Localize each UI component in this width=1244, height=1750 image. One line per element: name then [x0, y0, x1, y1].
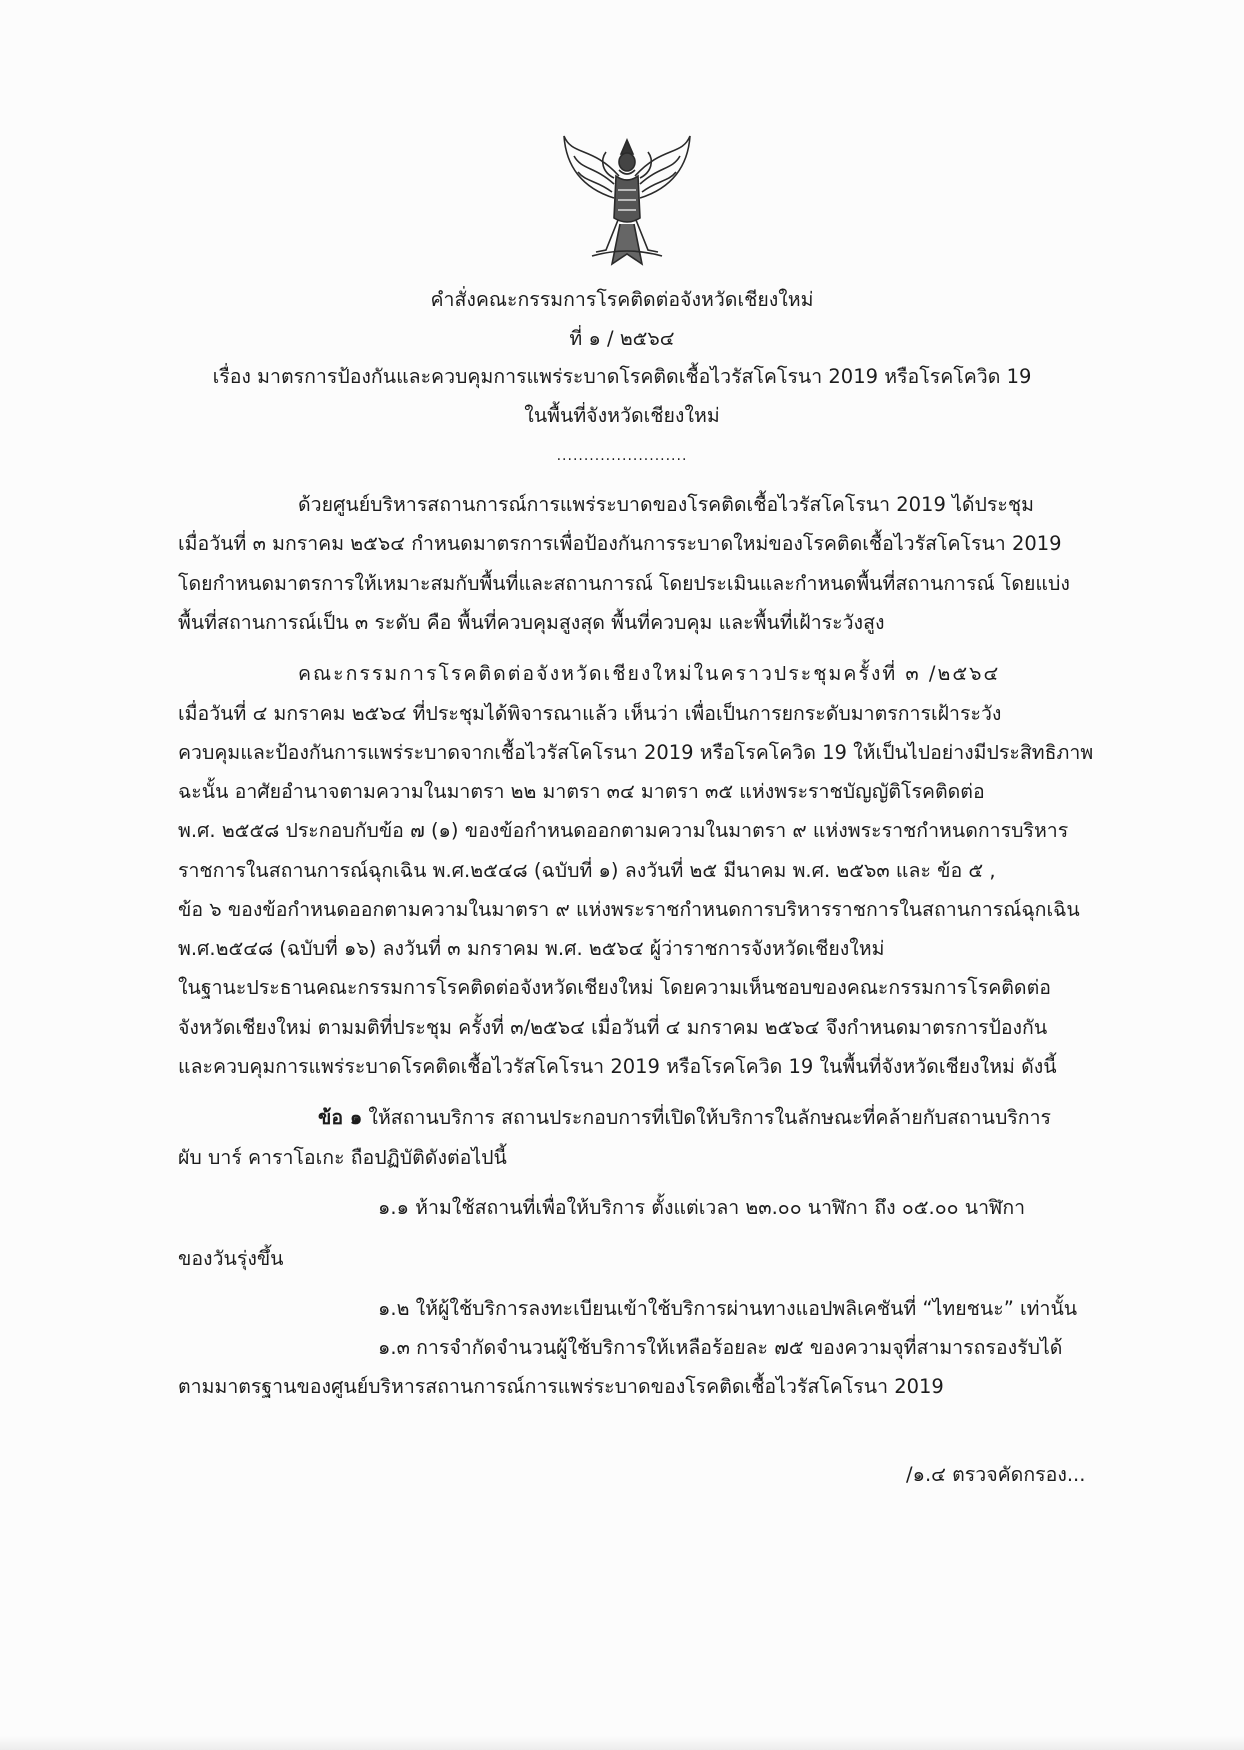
- order-number: ที่ ๑ / ๒๕๖๔: [569, 327, 675, 350]
- scan-edge-shadow: [0, 1736, 1244, 1750]
- para2-line: คณะกรรมการโรคติดต่อจังหวัดเชียงใหม่ในคราวประชุมครั้งที่ ๓ /๒๕๖๔: [298, 662, 1001, 685]
- para1-line: เมื่อวันที่ ๓ มกราคม ๒๕๖๔ กำหนดมาตรการเพื่อป้องกันการระบาดใหม่ของโรคติดเชื้อไวรัสโคโรนา 2019: [178, 532, 1062, 555]
- para1-line: ด้วยศูนย์บริหารสถานการณ์การแพร่ระบาดของโรคติดเชื้อไวรัสโคโรนา 2019 ได้ประชุม: [298, 493, 1034, 516]
- clause1-text: ให้สถานบริการ สถานประกอบการที่เปิดให้บริการในลักษณะที่คล้ายกับสถานบริการ: [368, 1106, 1052, 1129]
- item-1-3: ๑.๓ การจำกัดจำนวนผู้ใช้บริการให้เหลือร้อยละ ๗๕ ของความจุที่สามารถรองรับได้: [378, 1336, 1063, 1359]
- para2-line: ราชการในสถานการณ์ฉุกเฉิน พ.ศ.๒๕๔๘ (ฉบับที่ ๑) ลงวันที่ ๒๕ มีนาคม พ.ศ. ๒๕๖๓ และ ข้อ ๕ ,: [178, 859, 996, 882]
- order-subject: เรื่อง มาตรการป้องกันและควบคุมการแพร่ระบาดโรคติดเชื้อไวรัสโคโรนา 2019 หรือโรคโควิด 19: [212, 365, 1032, 388]
- clause1-line2: ผับ บาร์ คาราโอเกะ ถือปฏิบัติดังต่อไปนี้: [178, 1146, 507, 1169]
- separator: ........................: [556, 448, 688, 464]
- para2-line: ข้อ ๖ ของข้อกำหนดออกตามความในมาตรา ๙ แห่งพระราชกำหนดการบริหารราชการในสถานการณ์ฉุกเฉิน: [178, 898, 1080, 921]
- item-1-2: ๑.๒ ให้ผู้ใช้บริการลงทะเบียนเข้าใช้บริการผ่านทางแอปพลิเคชันที่ “ไทยชนะ” เท่านั้น: [378, 1297, 1078, 1320]
- item-1-3-cont: ตามมาตรฐานของศูนย์บริหารสถานการณ์การแพร่ระบาดของโรคติดเชื้อไวรัสโคโรนา 2019: [178, 1375, 944, 1398]
- clause1-label: ข้อ ๑: [318, 1106, 363, 1129]
- para1-line: พื้นที่สถานการณ์เป็น ๓ ระดับ คือ พื้นที่ควบคุมสูงสุด พื้นที่ควบคุม และพื้นที่เฝ้าระวังสูง: [178, 611, 885, 634]
- para1-line: โดยกำหนดมาตรการให้เหมาะสมกับพื้นที่และสถานการณ์ โดยประเมินและกำหนดพื้นที่สถานการณ์ โดยแบ่ง: [178, 572, 1070, 595]
- para2-line: พ.ศ.๒๕๔๘ (ฉบับที่ ๑๖) ลงวันที่ ๓ มกราคม พ.ศ. ๒๕๖๔ ผู้ว่าราชการจังหวัดเชียงใหม่: [178, 937, 885, 960]
- para2-line: จังหวัดเชียงใหม่ ตามมติที่ประชุม ครั้งที่ ๓/๒๕๖๔ เมื่อวันที่ ๔ มกราคม ๒๕๖๔ จึงกำหนดมาตรการป้องกัน: [178, 1016, 1048, 1039]
- continuation-note: /๑.๔ ตรวจคัดกรอง...: [906, 1463, 1086, 1486]
- para2-line: และควบคุมการแพร่ระบาดโรคติดเชื้อไวรัสโคโรนา 2019 หรือโรคโควิด 19 ในพื้นที่จังหวัดเชียงใหม่ ดังนี้: [178, 1055, 1057, 1078]
- order-title: คำสั่งคณะกรรมการโรคติดต่อจังหวัดเชียงใหม่: [430, 288, 814, 311]
- para2-line: ในฐานะประธานคณะกรรมการโรคติดต่อจังหวัดเชียงใหม่ โดยความเห็นชอบของคณะกรรมการโรคติดต่อ: [178, 976, 1051, 999]
- item-1-1: ๑.๑ ห้ามใช้สถานที่เพื่อให้บริการ ตั้งแต่เวลา ๒๓.๐๐ นาฬิกา ถึง ๐๕.๐๐ นาฬิกา: [378, 1196, 1026, 1219]
- item-1-1-cont: ของวันรุ่งขึ้น: [178, 1247, 284, 1270]
- clause1-line1: [318, 1104, 1051, 1132]
- para2-line: ควบคุมและป้องกันการแพร่ระบาดจากเชื้อไวรัสโคโรนา 2019 หรือโรคโควิด 19 ให้เป็นไปอย่างมีประสิทธิภาพ: [178, 741, 1094, 764]
- para2-line: ฉะนั้น อาศัยอำนาจตามความในมาตรา ๒๒ มาตรา ๓๔ มาตรา ๓๕ แห่งพระราชบัญญัติโรคติดต่อ: [178, 780, 985, 803]
- para2-line: พ.ศ. ๒๕๕๘ ประกอบกับข้อ ๗ (๑) ของข้อกำหนดออกตามความในมาตรา ๙ แห่งพระราชกำหนดการบริหาร: [178, 819, 1069, 842]
- order-subject-line2: ในพื้นที่จังหวัดเชียงใหม่: [524, 404, 720, 427]
- para2-line: เมื่อวันที่ ๔ มกราคม ๒๕๖๔ ที่ประชุมได้พิจารณาแล้ว เห็นว่า เพื่อเป็นการยกระดับมาตรการเฝ้าระวัง: [178, 702, 1002, 725]
- garuda-emblem-icon: [552, 126, 702, 276]
